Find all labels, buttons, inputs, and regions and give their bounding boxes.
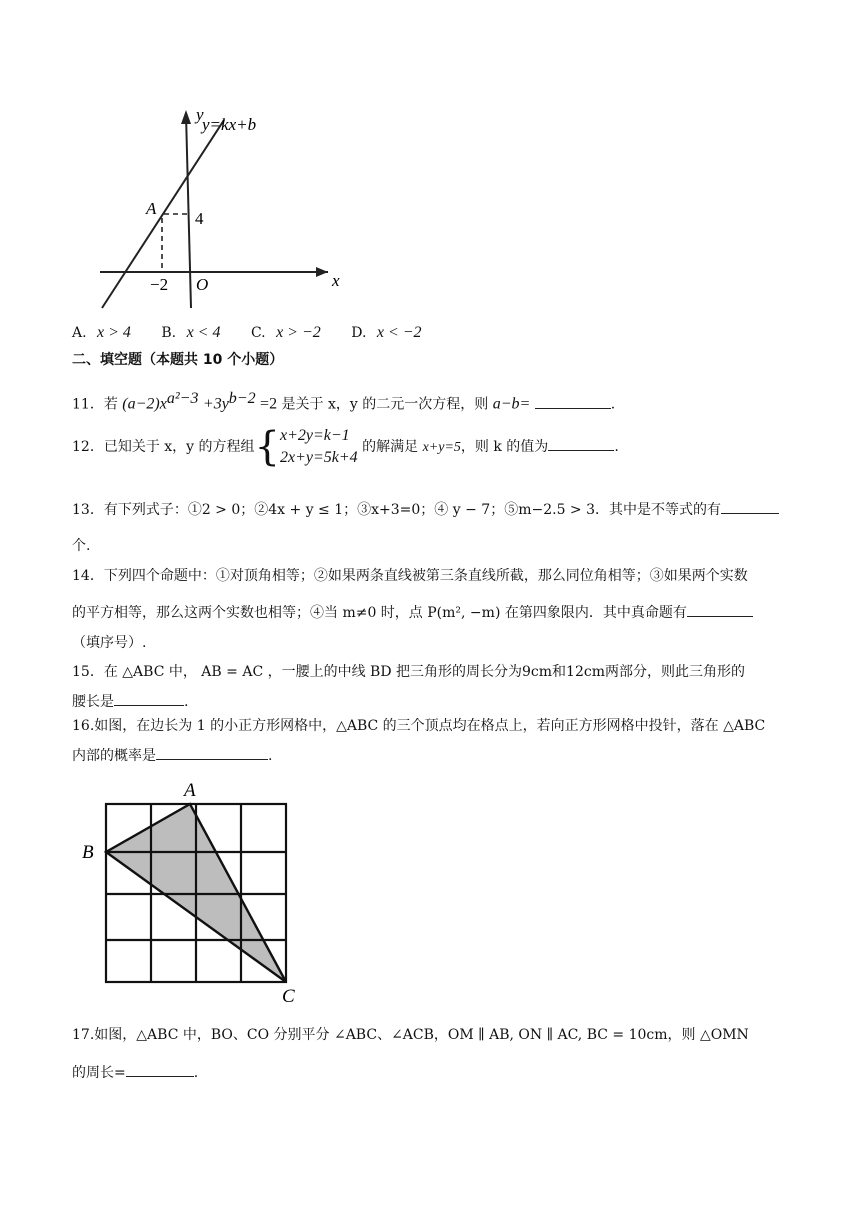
- q11-end: .: [610, 396, 616, 413]
- answer-options: [72, 323, 422, 343]
- question-12: [72, 424, 619, 471]
- q17-answer-blank[interactable]: [126, 1062, 194, 1077]
- option-b-expr: x < 4: [186, 324, 221, 341]
- q16-end: .: [268, 748, 273, 764]
- vertex-c-label: C: [282, 986, 295, 1007]
- q15-answer-blank[interactable]: [114, 691, 184, 706]
- q15-line2: 腰长是: [72, 694, 114, 710]
- vertex-a-label: A: [184, 780, 196, 801]
- x-axis-label: x: [332, 271, 340, 290]
- y-tick-label: 4: [195, 209, 204, 228]
- section-title: 二、填空题（本题共 10 个小题）: [72, 352, 284, 368]
- q11-term-a: (a−2)x: [122, 395, 167, 413]
- q14-line2: 的平方相等，那么这两个实数也相等；④当 m≠0 时，点 P(m², −m) 在第四象限内．其中真命题有: [72, 605, 687, 621]
- q12-number: 12．已知关于 x，y 的方程组: [72, 439, 255, 455]
- question-11: [72, 389, 615, 415]
- q11-number: 11．若: [72, 396, 118, 413]
- q12-answer-blank[interactable]: [548, 436, 614, 451]
- q16-line1: 16.如图，在边长为 1 的小正方形网格中，△ABC 的三个顶点均在格点上，若向正方形网格中投针，落在 △ABC: [72, 718, 766, 734]
- q13-answer-blank[interactable]: [721, 499, 779, 514]
- q11-term-b: +3y: [202, 395, 229, 413]
- q12-end: .: [614, 439, 619, 455]
- q11-expr: a−b=: [492, 395, 531, 413]
- q14-line3: （填序号）.: [72, 635, 147, 651]
- origin-label: O: [196, 275, 209, 294]
- grid-triangle-figure: [78, 776, 308, 1008]
- q13-line1: 13．有下列式子：①2 > 0；②4x + y ≤ 1；③x+3=0；④ y − 7；⑤m−2.5 > 3．其中是不等式的有: [72, 502, 722, 518]
- y-axis-label: y: [196, 105, 204, 124]
- option-a-letter: A.: [72, 325, 87, 341]
- question-17-line2: [72, 1062, 198, 1083]
- q14-answer-blank[interactable]: [687, 602, 753, 617]
- q11-text: 是关于 x，y 的二元一次方程，则: [281, 396, 489, 413]
- option-a-expr: x > 4: [97, 324, 131, 341]
- x-tick-label: −2: [150, 275, 169, 294]
- q16-answer-blank[interactable]: [156, 745, 268, 760]
- q17-end: .: [193, 1065, 199, 1081]
- brace-glyph: {: [254, 424, 280, 470]
- question-16-line2: [72, 745, 272, 766]
- q17-line2: 的周长=: [72, 1065, 126, 1081]
- q13-line2: 个.: [72, 538, 91, 554]
- linear-function-graph: [96, 100, 356, 315]
- q12-eq2: 2x+y=5k+4: [279, 449, 358, 466]
- q12-text2: ，则 k 的值为: [460, 439, 549, 455]
- q17-line1: 17.如图，△ABC 中，BO、CO 分别平分 ∠ABC、∠ACB，OM ∥ AB, ON ∥ AC, BC = 10cm，则 △OMN: [72, 1027, 749, 1043]
- q15-end: .: [184, 694, 189, 710]
- point-a-label: A: [146, 199, 157, 218]
- q12-equation-system: [280, 425, 358, 469]
- q14-line1: 14．下列四个命题中：①对顶角相等；②如果两条直线被第三条直线所截，那么同位角相等；③如果两个实数: [72, 568, 748, 584]
- q16-line2: 内部的概率是: [72, 748, 156, 764]
- q11-exp-a: a²−3: [166, 390, 199, 407]
- option-d-letter: D.: [351, 325, 367, 341]
- question-15-line2: [72, 691, 188, 712]
- option-d-expr: x < −2: [376, 324, 422, 341]
- line-equation-label: y=kx+b: [202, 115, 257, 134]
- question-13: [72, 499, 779, 520]
- q11-term-c: =2: [260, 395, 278, 413]
- option-c-expr: x > −2: [276, 324, 321, 341]
- option-c-letter: C.: [250, 325, 266, 341]
- q15-line1: 15．在 △ABC 中， AB = AC ，一腰上的中线 BD 把三角形的周长分为9cm和12cm两部分，则此三角形的: [72, 664, 745, 680]
- q11-exp-b: b−2: [228, 390, 256, 407]
- option-b-letter: B.: [161, 325, 177, 341]
- question-14-line2: [72, 602, 753, 623]
- q12-text: 的解满足: [362, 439, 419, 455]
- vertex-b-label: B: [82, 842, 94, 863]
- q12-condition: x+y=5: [422, 440, 461, 455]
- q12-eq1: x+2y=k−1: [279, 427, 350, 444]
- q11-answer-blank[interactable]: [535, 394, 611, 409]
